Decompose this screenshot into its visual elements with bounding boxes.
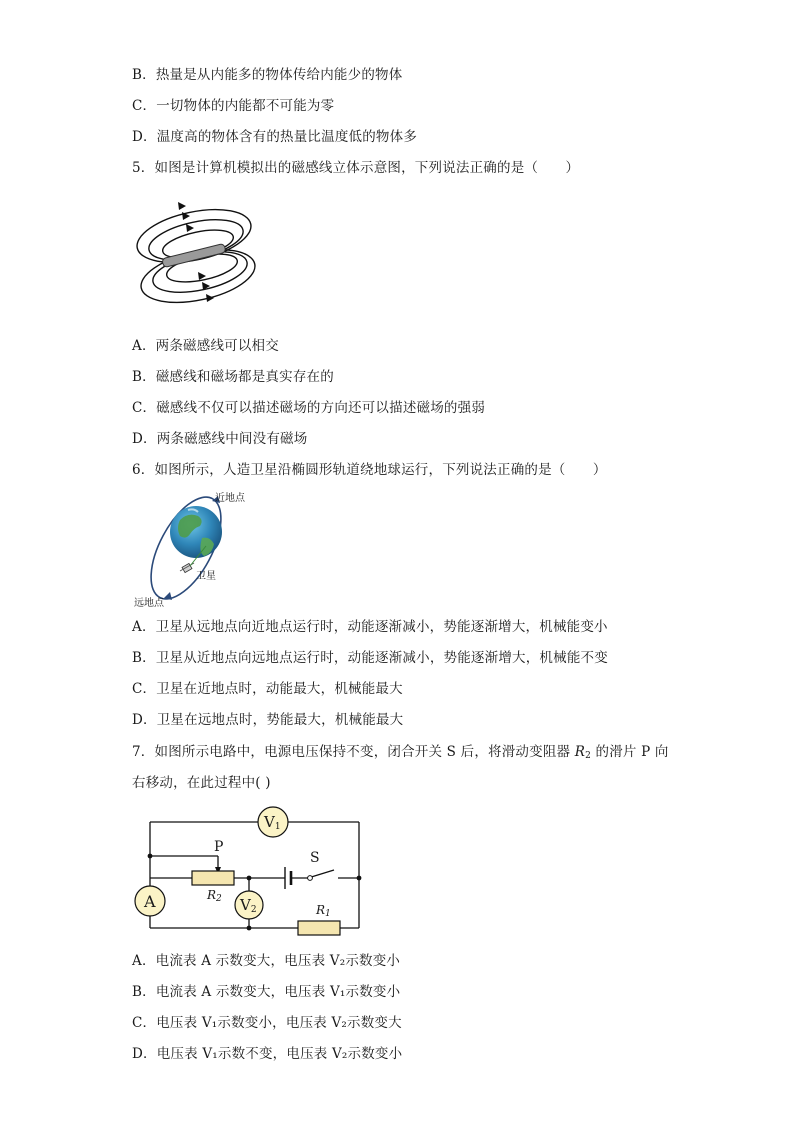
switch-s-label: S — [310, 850, 320, 866]
q6-option-d: D．卫星在远地点时，势能最大，机械能最大 — [132, 712, 404, 728]
q6-stem: 6．如图所示，人造卫星沿椭圆形轨道绕地球运行，下列说法正确的是（ ） — [132, 462, 607, 478]
satellite-label: 卫星 — [196, 571, 216, 582]
q6-option-a: A．卫星从远地点向近地点运行时，动能逐渐减小，势能逐渐增大，机械能变小 — [132, 619, 608, 635]
earth-icon — [170, 506, 222, 558]
q6-option-c: C．卫星在近地点时，动能最大，机械能最大 — [132, 681, 403, 697]
q4-option-d: D．温度高的物体含有的热量比温度低的物体多 — [132, 129, 418, 145]
v2-label: $V_2$ — [240, 896, 257, 915]
q7-stem-line2: 右移动，在此过程中( ) — [132, 775, 271, 791]
q7-option-c: C．电压表 V₁示数变小，电压表 V₂示数变大 — [132, 1015, 402, 1031]
q5-option-a: A．两条磁感线可以相交 — [132, 338, 279, 354]
ammeter-label: A — [144, 892, 156, 911]
q7-option-a: A．电流表 A 示数变大，电压表 V₂示数变小 — [132, 953, 401, 969]
r1-label: $R_1$ — [316, 903, 331, 919]
satellite-orbit-figure — [128, 486, 258, 610]
q7-stem-line1: 7．如图所示电路中，电源电压保持不变，闭合开关 S 后，将滑动变阻器 $R_2$ 的滑片 P 向 — [132, 744, 669, 761]
q7-option-d: D．电压表 V₁示数不变，电压表 V₂示数变小 — [132, 1046, 403, 1062]
resistor-r2 — [192, 871, 234, 885]
v1-label: $V_1$ — [264, 813, 281, 832]
satellite-icon — [180, 563, 194, 573]
q5-option-d: D．两条磁感线中间没有磁场 — [132, 431, 308, 447]
q6-option-b: B．卫星从近地点向远地点运行时，动能逐渐减小，势能逐渐增大，机械能不变 — [132, 650, 608, 666]
q5-option-c: C．磁感线不仅可以描述磁场的方向还可以描述磁场的强弱 — [132, 400, 486, 416]
perigee-label: 近地点 — [215, 493, 245, 504]
magnetic-field-figure — [128, 190, 268, 326]
resistor-r1 — [298, 921, 340, 935]
circuit-diagram — [130, 804, 370, 940]
q4-option-b: B．热量是从内能多的物体传给内能少的物体 — [132, 67, 403, 83]
q4-option-c: C．一切物体的内能都不可能为零 — [132, 98, 335, 114]
apogee-label: 远地点 — [134, 598, 164, 609]
q5-stem: 5．如图是计算机模拟出的磁感线立体示意图，下列说法正确的是（ ） — [132, 160, 580, 176]
slider-p-label: P — [214, 839, 224, 855]
r2-label: $R_2$ — [207, 888, 222, 904]
q7-option-b: B．电流表 A 示数变大，电压表 V₁示数变小 — [132, 984, 401, 1000]
q5-option-b: B．磁感线和磁场都是真实存在的 — [132, 369, 334, 385]
